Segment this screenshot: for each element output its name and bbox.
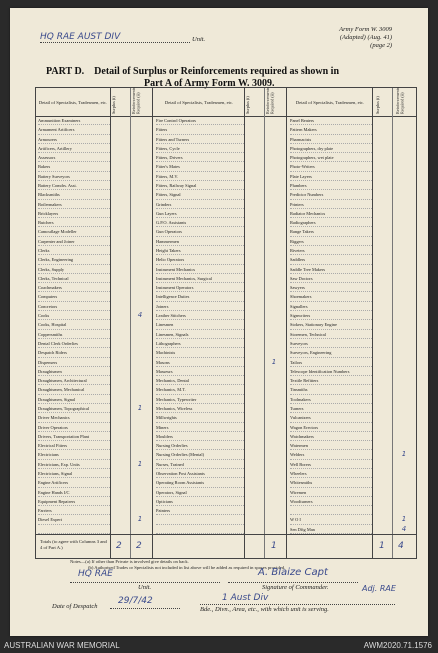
trade-cell: Joiners <box>156 302 244 311</box>
trade-cell: Wiremen <box>290 488 372 497</box>
reinforcement-count: 1 <box>271 357 277 366</box>
trade-cell: G.P.O. Assistants <box>156 218 244 227</box>
trade-cell: Coppersmiths <box>38 330 110 339</box>
trade-cell: Helio Operators <box>156 255 244 264</box>
caption-bar <box>0 639 438 653</box>
table-row <box>36 292 416 301</box>
trade-cell: Sen Dftg Man <box>290 525 372 534</box>
trade-cell: Signallers <box>290 302 372 311</box>
trade-cell: Radiographers <box>290 218 372 227</box>
trade-cell: Painters <box>156 506 244 515</box>
trade-cell: Computers <box>38 292 110 301</box>
part-label: PART D. <box>46 66 85 77</box>
table-body <box>36 116 416 534</box>
trade-cell: Bakers <box>38 162 110 171</box>
table-row <box>36 153 416 162</box>
trade-cell <box>290 506 372 515</box>
form-reference <box>339 26 392 50</box>
trade-cell: Boilermakers <box>38 200 110 209</box>
trade-cell: Camouflage Modeller <box>38 227 110 236</box>
trade-cell: Mechanics, Dental <box>156 376 244 385</box>
trade-cell: Gun Operators <box>156 227 244 236</box>
trade-cell: Battery Comdrs. Asst. <box>38 181 110 190</box>
trade-cell: Watchmakers <box>290 432 372 441</box>
table-row <box>36 320 416 329</box>
trade-cell: Tinsmiths <box>290 385 372 394</box>
trade-cell: Leather Stitchers <box>156 311 244 320</box>
trade-cell: Signwriters <box>290 311 372 320</box>
trade-cell: Linesmen <box>156 320 244 329</box>
trade-cell: Fitters <box>156 125 244 134</box>
table-row <box>36 450 416 459</box>
reinforcement-count: 4 <box>401 524 407 533</box>
trade-cell: Storemen, Technical <box>290 330 372 339</box>
trade-cell: Panel Beaters <box>290 116 372 125</box>
trade-cell: Draughtsmen, Architectural <box>38 376 110 385</box>
trade-cell: Masseurs <box>156 367 244 376</box>
reinforcement-count: 1 <box>137 515 143 524</box>
trade-cell: Electrical Fitters <box>38 441 110 450</box>
trade-cell: Driver Mechanics <box>38 413 110 422</box>
trade-cell: Dental Clerk Orderlies <box>38 339 110 348</box>
footer-unit-handwritten: HQ RAE <box>78 569 113 579</box>
trade-cell: Saddlers <box>290 255 372 264</box>
trade-cell: Bricklayers <box>38 209 110 218</box>
trade-cell: Sawyers <box>290 283 372 292</box>
table-row <box>36 460 416 469</box>
trade-cell: Height Takers <box>156 246 244 255</box>
trade-cell: Wagon Erectors <box>290 423 372 432</box>
table-row <box>36 441 416 450</box>
trade-cell: Textile Refitters <box>290 376 372 385</box>
total-c3-surplus: 1 <box>379 541 385 551</box>
table-row <box>36 144 416 153</box>
trade-cell: Mechanics, Wireless <box>156 404 244 413</box>
bde-label: Bde., Divn., Area, etc., with which unit is serving. <box>200 606 329 613</box>
trade-cell: W O I <box>290 515 372 524</box>
trade-cell: Diesel Expert <box>38 515 110 524</box>
trade-cell: Plumbers <box>290 181 372 190</box>
totals-label: Totals (to agree with Columns 3 and 4 of Part A.) <box>40 539 107 550</box>
header-detail-3: Detail of Specialists, Tradesmen, etc. <box>295 99 365 105</box>
trade-cell: Grinders <box>156 200 244 209</box>
trade-cell: Observation Post Assistants <box>156 469 244 478</box>
trade-cell: Gun Layers <box>156 209 244 218</box>
trade-cell: Battery Surveyors <box>38 172 110 181</box>
trade-cell: Draughtsmen <box>38 367 110 376</box>
title-line-1: Detail of Surplus or Reinforcements required as shown in <box>94 66 340 77</box>
trade-cell: Riveters <box>290 246 372 255</box>
header-detail-1: Detail of Specialists, Tradesmen, etc. <box>38 99 108 105</box>
table-row <box>36 506 416 515</box>
table-row <box>36 367 416 376</box>
accession-number: AWM2020.71.1576 <box>363 641 432 650</box>
table-row <box>36 395 416 404</box>
trade-cell: Miners <box>156 423 244 432</box>
trade-cell: Blacksmiths <box>38 190 110 199</box>
trade-cell: Butchers <box>38 218 110 227</box>
table-row <box>36 497 416 506</box>
trade-cell: Fire Control Operators <box>156 116 244 125</box>
table-row <box>36 339 416 348</box>
trade-cell: Saddle Tree Makers <box>290 265 372 274</box>
table-row <box>36 116 416 125</box>
trade-cell: Photographers, wet plate <box>290 153 372 162</box>
date-label: Date of Despatch <box>52 603 98 610</box>
table-row <box>36 358 416 367</box>
trade-cell: Range Takers <box>290 227 372 236</box>
trade-cell: Lithographers <box>156 339 244 348</box>
trade-cell: Intelligence Duties <box>156 292 244 301</box>
table-row <box>36 525 416 534</box>
trade-cell: Surveyors <box>290 339 372 348</box>
table-row <box>36 246 416 255</box>
table-row <box>36 478 416 487</box>
trade-cell: Predictor Numbers <box>290 190 372 199</box>
table-row <box>36 274 416 283</box>
table-row <box>36 404 416 413</box>
table-row <box>36 135 416 144</box>
trade-cell: Clerks, Supply <box>38 265 110 274</box>
trade-cell: Pharmacists <box>290 135 372 144</box>
trade-cell: Fitters, M.V. <box>156 172 244 181</box>
header-surplus-1: Surplus (i) <box>111 96 116 114</box>
reinforcement-count: 1 <box>137 403 143 412</box>
table-row <box>36 330 416 339</box>
trade-cell: Nursing Orderlies <box>156 441 244 450</box>
trade-cell: Instrument Mechanics <box>156 265 244 274</box>
trade-cell: Fitters, Railway Signal <box>156 181 244 190</box>
header-detail-2: Detail of Specialists, Tradesmen, etc. <box>164 99 234 105</box>
total-c1-surplus: 2 <box>116 541 122 551</box>
unit-line <box>40 42 190 43</box>
trade-cell: Engine Artificers <box>38 478 110 487</box>
trade-cell: Mechanics, M.T. <box>156 385 244 394</box>
trade-cell: Draughtsmen, Signal <box>38 395 110 404</box>
table-row <box>36 265 416 274</box>
trade-cell: Driver Operators <box>38 423 110 432</box>
header-surplus-3: Surplus (i) <box>375 96 380 114</box>
trade-cell: Clerks <box>38 246 110 255</box>
trade-cell: Armament Artificers <box>38 125 110 134</box>
trade-cell: Radiator Mechanics <box>290 209 372 218</box>
trade-cell: Wheelers <box>290 469 372 478</box>
signature-line <box>228 582 358 583</box>
trade-cell: Stokers, Stationary Engine <box>290 320 372 329</box>
trade-cell: Photo-Writers <box>290 162 372 171</box>
header-surplus-2: Surplus (i) <box>245 96 250 114</box>
trade-cell: Draughtsmen, Mechanical <box>38 385 110 394</box>
table-row <box>36 283 416 292</box>
header-reinf-1: Reinforcements Required (ii) <box>131 87 141 114</box>
trade-cell: Nursing Orderlies (Mental) <box>156 450 244 459</box>
trade-cell: Electricians, Signal <box>38 469 110 478</box>
table-header <box>36 88 416 117</box>
note-a: Notes—(a) If other than Private is involved give details on back. <box>70 559 189 564</box>
total-c1-reinf: 2 <box>136 541 142 551</box>
trade-cell: Instrument Operators <box>156 283 244 292</box>
signature-handwritten: A. Blaize Capt <box>258 567 328 578</box>
trade-cell: Plate Layers <box>290 172 372 181</box>
trade-cell: Mechanics, Typewriter <box>156 395 244 404</box>
trade-cell: Welders <box>290 450 372 459</box>
trade-cell: Operators, Signal <box>156 488 244 497</box>
trade-cell <box>38 525 110 534</box>
form-ref-line: (page 2) <box>370 42 392 49</box>
specialists-table <box>35 87 417 559</box>
trade-cell: Fitters, Cycle <box>156 144 244 153</box>
trade-cell: Hammermen <box>156 237 244 246</box>
trade-cell: Nurses, Trained <box>156 460 244 469</box>
trade-cell: Dispensers <box>38 358 110 367</box>
trade-cell: Telescope Identification Numbers <box>290 367 372 376</box>
form-ref-line: Army Form W. 3009 <box>339 26 392 33</box>
total-c3-reinf: 4 <box>398 541 404 551</box>
reinforcement-count: 4 <box>137 311 143 320</box>
trade-cell: Drivers, Transportation Plant <box>38 432 110 441</box>
trade-cell: Opticians <box>156 497 244 506</box>
totals-row <box>36 534 416 559</box>
bde-handwritten: 1 Aust Div <box>222 593 269 603</box>
trade-cell: Woodturners <box>290 497 372 506</box>
trade-cell: Millwrights <box>156 413 244 422</box>
trade-cell: Linesmen, Signals <box>156 330 244 339</box>
date-line <box>110 608 180 609</box>
trade-cell: Operating Room Assistants <box>156 478 244 487</box>
trade-cell: Masons <box>156 358 244 367</box>
table-row <box>36 376 416 385</box>
trade-cell: Machinists <box>156 348 244 357</box>
total-c2-reinf: 1 <box>271 541 277 551</box>
table-row <box>36 469 416 478</box>
trade-cell: Fitters and Turners <box>156 135 244 144</box>
reinforcement-count: 1 <box>401 450 407 459</box>
trade-cell: Photographers, dry plate <box>290 144 372 153</box>
table-row <box>36 237 416 246</box>
note-b: (b) Authorised Trades or Specialists not included in list above will be added as required in spaces provided. <box>88 565 286 570</box>
trade-cell: Pattern Makers <box>290 125 372 134</box>
table-row <box>36 423 416 432</box>
trade-cell: Surveyors, Engineering <box>290 348 372 357</box>
title-line-2: Part A of Army Form W. 3009. <box>144 78 275 89</box>
bde-line <box>200 604 395 605</box>
table-row <box>36 200 416 209</box>
trade-cell: Fitters, Drivers <box>156 153 244 162</box>
table-row <box>36 172 416 181</box>
trade-cell: Assessors <box>38 153 110 162</box>
trade-cell: Electricians <box>38 450 110 459</box>
trade-cell: Riggers <box>290 237 372 246</box>
trade-cell: Engine Hands I/C <box>38 488 110 497</box>
trade-cell: Printers <box>290 200 372 209</box>
table-row <box>36 488 416 497</box>
adj-handwritten: Adj. RAE <box>362 584 396 593</box>
trade-cell: Toolmakers <box>290 395 372 404</box>
trade-cell: Cooks, Hospital <box>38 320 110 329</box>
table-row <box>36 162 416 171</box>
trade-cell: Armourers <box>38 135 110 144</box>
table-row <box>36 515 416 524</box>
trade-cell: Cooks <box>38 311 110 320</box>
trade-cell: Carpenter and Joiner <box>38 237 110 246</box>
trade-cell: Coachmakers <box>38 283 110 292</box>
header-reinf-3: Reinforcements Required (ii) <box>395 87 405 114</box>
table-row <box>36 432 416 441</box>
collection-name: AUSTRALIAN WAR MEMORIAL <box>4 641 120 650</box>
trade-cell: Despatch Riders <box>38 348 110 357</box>
footer-unit-line <box>70 582 220 583</box>
trade-cell: Artificers, Artillery <box>38 144 110 153</box>
trade-cell: Fitter's Mates <box>156 162 244 171</box>
trade-cell: Tailors <box>290 358 372 367</box>
trade-cell: Farriers <box>38 506 110 515</box>
trade-cell: Shoemakers <box>290 292 372 301</box>
table-row <box>36 413 416 422</box>
trade-cell: Draughtsmen, Topographical <box>38 404 110 413</box>
trade-cell: Fitters, Signal <box>156 190 244 199</box>
table-row <box>36 218 416 227</box>
trade-cell: Moulders <box>156 432 244 441</box>
trade-cell <box>156 515 244 524</box>
trade-cell: Whitesmiths <box>290 478 372 487</box>
trade-cell: Ammunition Examiners <box>38 116 110 125</box>
header-reinf-2: Reinforcements Required (ii) <box>265 87 275 114</box>
table-row <box>36 190 416 199</box>
unit-handwritten: HQ RAE AUST DIV <box>40 32 121 42</box>
trade-cell <box>156 525 244 534</box>
signature-label: Signature of Commander. <box>262 584 329 591</box>
form-ref-line: (Adapted) (Aug. 41) <box>339 34 392 41</box>
table-row <box>36 227 416 236</box>
table-row <box>36 302 416 311</box>
table-row <box>36 181 416 190</box>
trade-cell: Clerks, Technical <box>38 274 110 283</box>
trade-cell: Electricians, Exp. Units <box>38 460 110 469</box>
reinforcement-count: 1 <box>401 515 407 524</box>
unit-label: Unit. <box>192 36 206 43</box>
trade-cell: Clerks, Engineering <box>38 255 110 264</box>
date-handwritten: 29/7/42 <box>118 596 153 606</box>
trade-cell: Turners <box>290 404 372 413</box>
trade-cell: Vulcanizers <box>290 413 372 422</box>
table-row <box>36 385 416 394</box>
footer-unit-label: Unit. <box>138 584 152 591</box>
trade-cell: Instrument Mechanics, Surgical <box>156 274 244 283</box>
table-row <box>36 209 416 218</box>
reinforcement-count: 1 <box>137 459 143 468</box>
trade-cell: Well Borers <box>290 460 372 469</box>
table-row <box>36 125 416 134</box>
table-row <box>36 348 416 357</box>
trade-cell: Equipment Repairers <box>38 497 110 506</box>
table-row <box>36 311 416 320</box>
table-row <box>36 255 416 264</box>
trade-cell: Saw Doctors <box>290 274 372 283</box>
trade-cell: Watermen <box>290 441 372 450</box>
trade-cell: Concretors <box>38 302 110 311</box>
